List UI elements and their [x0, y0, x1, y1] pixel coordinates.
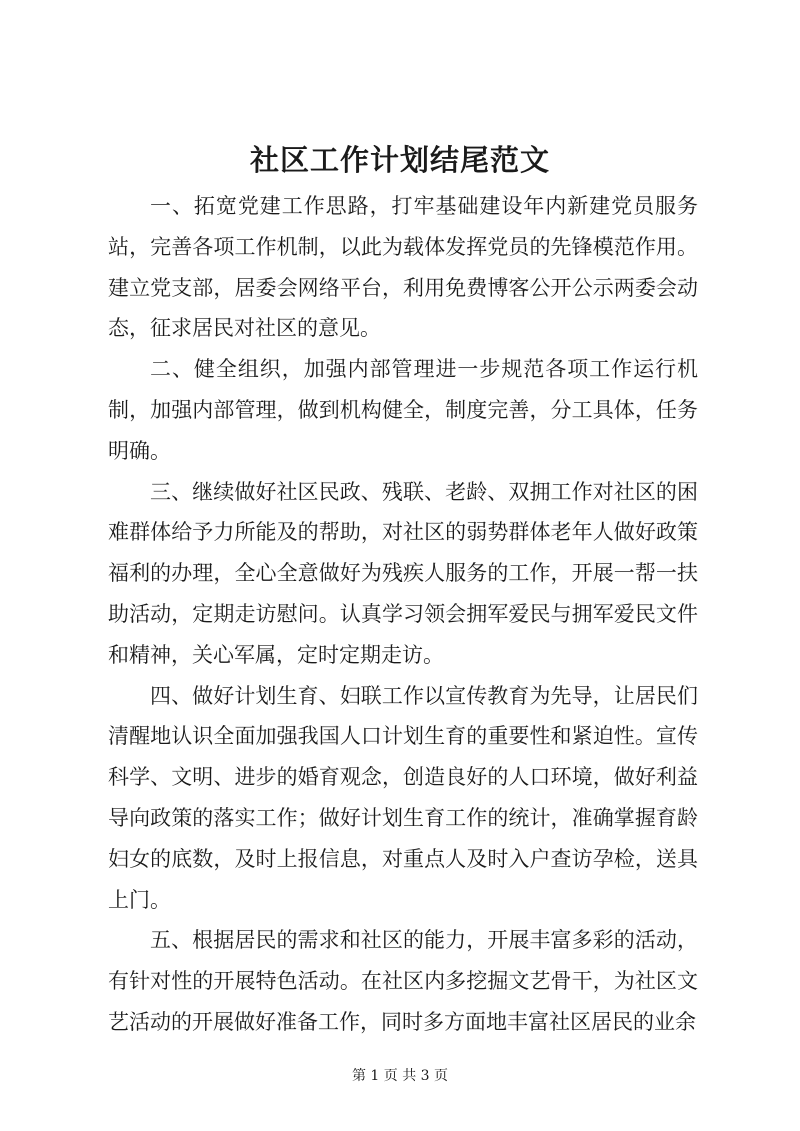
paragraph-5: 五、根据居民的需求和社区的能力，开展丰富多彩的活动，有针对性的开展特色活动。在社区内多挖掘文艺骨干，为社区文艺活动的开展做好准备工作，同时多方面地丰富社区居民的业余: [108, 928, 698, 1034]
paragraph-2: 二、健全组织，加强内部管理进一步规范各项工作运行机制，加强内部管理，做到机构健全，制度完善，分工具体，任务明确。: [108, 357, 698, 463]
document-body: [108, 186, 698, 1043]
paragraph-3: 三、继续做好社区民政、残联、老龄、双拥工作对社区的困难群体给予力所能及的帮助，对社区的弱势群体老年人做好政策福利的办理，全心全意做好为残疾人服务的工作，开展一帮一扶助活动，定期走访慰问。认真学习领会拥军爱民与拥军爱民文件和精神，关心军属，定时定期走访。: [108, 479, 698, 667]
page-number-footer: 第 1 页 共 3 页: [351, 1068, 449, 1084]
paragraph-1: 一、拓宽党建工作思路，打牢基础建设年内新建党员服务站，完善各项工作机制，以此为载体发挥党员的先锋模范作用。建立党支部，居委会网络平台，利用免费博客公开公示两委会动态，征求居民对社区的意见。: [108, 194, 698, 341]
paragraph-4: 四、做好计划生育、妇联工作以宣传教育为先导，让居民们清醒地认识全面加强我国人口计划生育的重要性和紧迫性。宣传科学、文明、进步的婚育观念，创造良好的人口环境，做好利益导向政策的落实工作；做好计划生育工作的统计，准确掌握育龄妇女的底数，及时上报信息，对重点人及时入户查访孕检，送具上门。: [108, 683, 698, 912]
document-title: 社区工作计划结尾范文: [249, 143, 550, 177]
